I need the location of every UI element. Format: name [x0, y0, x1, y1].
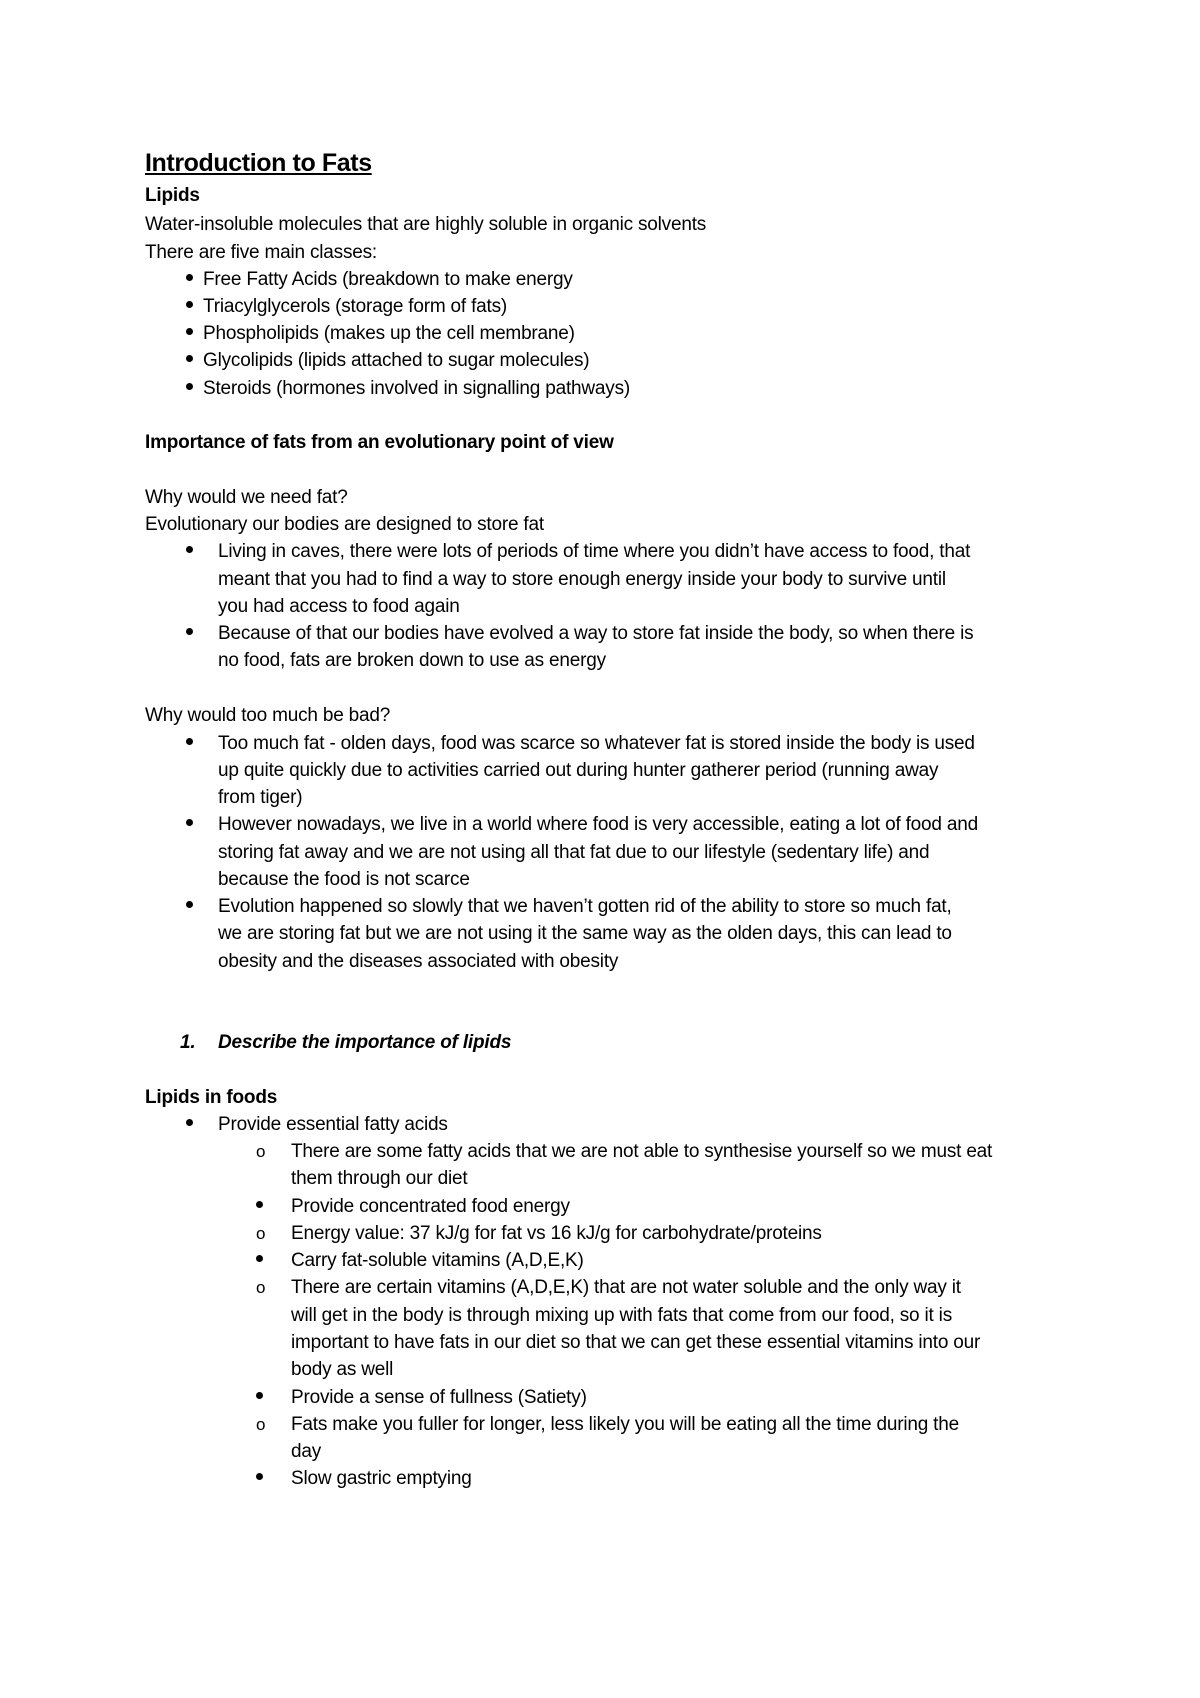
list-item-continued: from tiger) [218, 787, 303, 808]
sub-list-item-continued: important to have fats in our diet so that we can get these essential vitamins into our [291, 1332, 981, 1353]
sub-bullet-icon: o [256, 1224, 266, 1243]
list-item: Evolution happened so slowly that we haven’t gotten rid of the ability to store so much fat, [218, 896, 952, 917]
bullet-icon [186, 540, 193, 564]
list-item: Provide a sense of fullness (Satiety) [291, 1387, 587, 1408]
list-item-continued: because the food is not scarce [218, 869, 470, 890]
sub-bullet-icon: o [256, 1278, 266, 1297]
why-need-fat: Why would we need fat? [145, 487, 348, 508]
question-number: 1. [180, 1032, 196, 1053]
list-item: However nowadays, we live in a world where food is very accessible, eating a lot of food and [218, 814, 978, 835]
evolution-designed: Evolutionary our bodies are designed to store fat [145, 514, 544, 535]
sub-list-item: Fats make you fuller for longer, less likely you will be eating all the time during the [291, 1414, 959, 1435]
list-item: Provide concentrated food energy [291, 1196, 570, 1217]
list-item-continued: obesity and the diseases associated with obesity [218, 951, 619, 972]
classes-intro: There are five main classes: [145, 242, 377, 263]
bullet-icon [256, 1249, 263, 1273]
list-item: Living in caves, there were lots of periods of time where you didn’t have access to food, that [218, 541, 971, 562]
list-item-continued: up quite quickly due to activities carried out during hunter gatherer period (running away [218, 760, 939, 781]
evolution-heading: Importance of fats from an evolutionary point of view [145, 432, 614, 453]
page-title: Introduction to Fats [145, 149, 372, 177]
list-item-continued: we are storing fat but we are not using it the same way as the olden days, this can lead to [218, 923, 952, 944]
list-item: Free Fatty Acids (breakdown to make energy [203, 269, 573, 290]
sub-list-item: Energy value: 37 kJ/g for fat vs 16 kJ/g for carbohydrate/proteins [291, 1223, 822, 1244]
list-item: Slow gastric emptying [291, 1468, 472, 1489]
list-item: Phospholipids (makes up the cell membrane) [203, 323, 575, 344]
bullet-icon [256, 1467, 263, 1491]
bullet-icon [186, 622, 193, 646]
sub-list-item: There are some fatty acids that we are not able to synthesise yourself so we must eat [291, 1141, 993, 1162]
bullet-icon [186, 268, 193, 292]
list-item-continued: storing fat away and we are not using all that fat due to our lifestyle (sedentary life) and [218, 842, 930, 863]
bullet-icon [186, 732, 193, 756]
sub-list-item-continued: day [291, 1441, 322, 1462]
bullet-icon [186, 813, 193, 837]
list-item-continued: you had access to food again [218, 596, 460, 617]
bullet-icon [256, 1195, 263, 1219]
bullet-icon [186, 349, 193, 373]
list-item-continued: no food, fats are broken down to use as energy [218, 650, 606, 671]
list-item: Because of that our bodies have evolved a way to store fat inside the body, so when there is [218, 623, 974, 644]
list-item: Steroids (hormones involved in signalling pathways) [203, 378, 631, 399]
why-too-much-bad: Why would too much be bad? [145, 705, 391, 726]
lipids-heading: Lipids [145, 185, 200, 206]
sub-list-item-continued: them through our diet [291, 1168, 468, 1189]
list-item: Provide essential fatty acids [218, 1114, 448, 1135]
sub-list-item-continued: body as well [291, 1359, 394, 1380]
list-item: Glycolipids (lipids attached to sugar molecules) [203, 350, 590, 371]
sub-bullet-icon: o [256, 1415, 266, 1434]
list-item: Triacylglycerols (storage form of fats) [203, 296, 508, 317]
bullet-icon [186, 1113, 193, 1137]
question-heading: Describe the importance of lipids [218, 1032, 512, 1053]
sub-bullet-icon: o [256, 1142, 266, 1161]
list-item-continued: meant that you had to find a way to store enough energy inside your body to survive until [218, 569, 946, 590]
list-item: Carry fat-soluble vitamins (A,D,E,K) [291, 1250, 584, 1271]
sub-list-item-continued: will get in the body is through mixing up with fats that come from our food, so it is [291, 1305, 952, 1326]
bullet-icon [186, 295, 193, 319]
bullet-icon [186, 377, 193, 401]
lipids-definition: Water-insoluble molecules that are highly soluble in organic solvents [145, 214, 707, 235]
list-item: Too much fat - olden days, food was scarce so whatever fat is stored inside the body is used [218, 733, 975, 754]
sub-list-item: There are certain vitamins (A,D,E,K) that are not water soluble and the only way it [291, 1277, 961, 1298]
bullet-icon [186, 322, 193, 346]
foods-heading: Lipids in foods [145, 1087, 278, 1108]
bullet-icon [256, 1386, 263, 1410]
bullet-icon [186, 895, 193, 919]
